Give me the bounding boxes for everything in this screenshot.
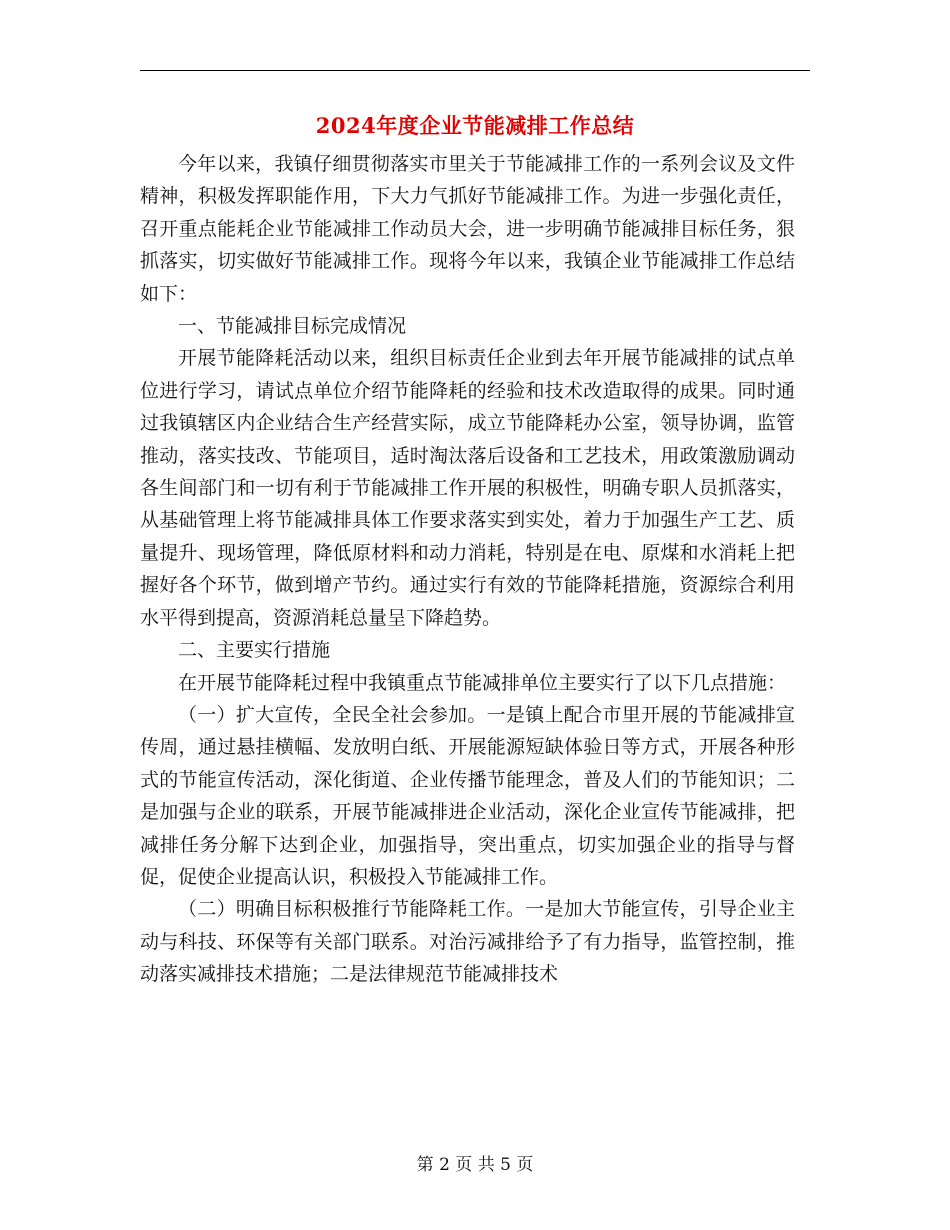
header-rule: [140, 70, 810, 71]
section-1-paragraph: 开展节能降耗活动以来，组织目标责任企业到去年开展节能减排的试点单位进行学习，请试点单位介绍节能降耗的经验和技术改造取得的成果。同时通过我镇辖区内企业结合生产经营实际，成立节能降耗办公室，领导协调，监管推动，落实技改、节能项目，适时淘汰落后设备和工艺技术，用政策激励调动各生间部门和一切有利于节能减排工作开展的积极性，明确专职人员抓落实，从基础管理上将节能减排具体工作要求落实到实处，着力于加强生产工艺、质量提升、现场管理，降低原材料和动力消耗，特别是在电、原煤和水消耗上把握好各个环节，做到增产节约。通过实行有效的节能降耗措施，资源综合利用水平得到提高，资源消耗总量呈下降趋势。: [140, 347, 795, 629]
section-heading-1: 一、节能减排目标完成情况: [178, 315, 407, 338]
measure-2-paragraph: （二）明确目标积极推行节能降耗工作。一是加大节能宣传，引导企业主动与科技、环保等有关部门联系。对治污减排给予了有力指导，监管控制，推动落实减排技术措施；二是法律规范节能减排技术: [140, 898, 795, 986]
measure-1-paragraph: （一）扩大宣传，全民全社会参加。一是镇上配合市里开展的节能减排宣传周，通过悬挂横幅、发放明白纸、开展能源短缺体验日等方式，开展各种形式的节能宣传活动，深化街道、企业传播节能理念，普及人们的节能知识；二是加强与企业的联系，开展节能减排进企业活动，深化企业宣传节能减排，把减排任务分解下达到企业，加强指导，突出重点，切实加强企业的指导与督促，促使企业提高认识，积极投入节能减排工作。: [140, 703, 795, 888]
document-title: 2024年度企业节能减排工作总结: [315, 113, 635, 138]
intro-paragraph: 今年以来，我镇仔细贯彻落实市里关于节能减排工作的一系列会议及文件精神，积极发挥职能作用，下大力气抓好节能减排工作。为进一步强化责任，召开重点能耗企业节能减排工作动员大会，进一步明确节能减排目标任务，狠抓落实，切实做好节能减排工作。现将今年以来，我镇企业节能减排工作总结如下：: [140, 153, 795, 305]
section-heading-2: 二、主要实行措施: [178, 639, 331, 662]
document-body: [140, 148, 795, 991]
page-footer: 第 2 页 共 5 页: [416, 1155, 534, 1175]
section-2-intro-paragraph: 在开展节能降耗过程中我镇重点节能减排单位主要实行了以下几点措施：: [178, 671, 787, 694]
